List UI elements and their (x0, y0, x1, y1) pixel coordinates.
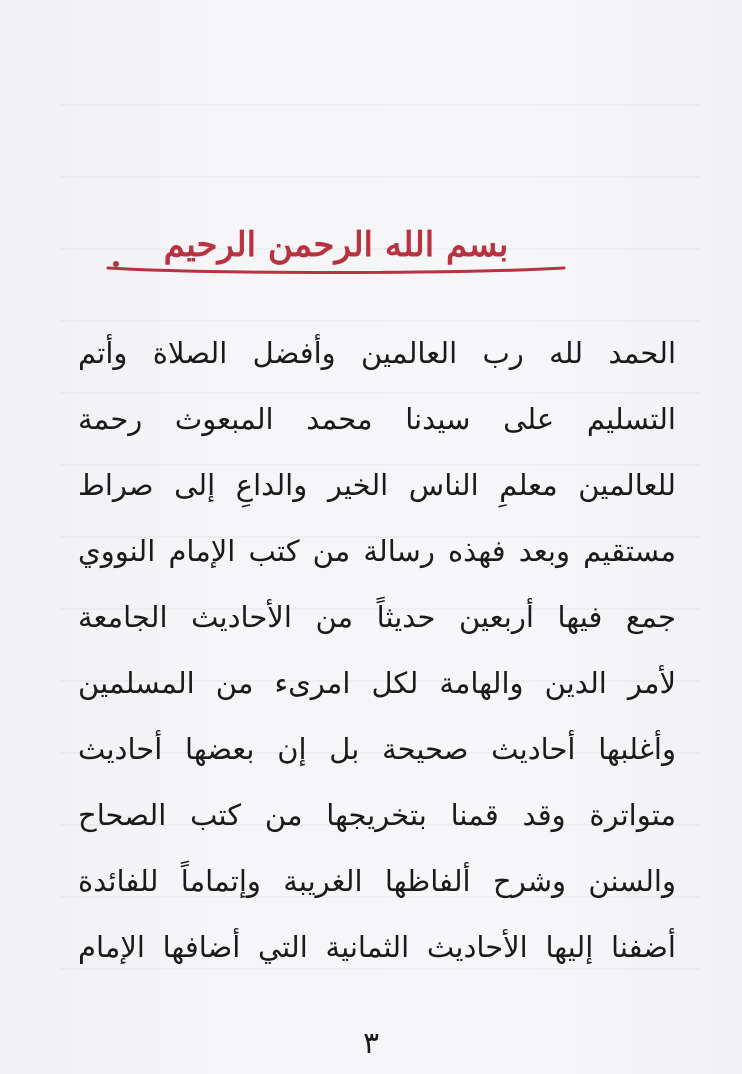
text-line: متواترة وقد قمنا بتخريجها من كتب الصحاح (78, 798, 676, 832)
text-line: التسليم على سيدنا محمد المبعوث رحمة (78, 402, 676, 436)
text-line: والسنن وشرح ألفاظها الغريبة وإتماماً للفائدة (78, 864, 676, 898)
basmala-dot (113, 261, 119, 267)
basmala-calligraphy (96, 214, 576, 284)
basmala-swash (108, 268, 564, 273)
basmala-text: بسم الله الرحمن الرحيم (163, 225, 509, 265)
text-line: الحمد لله رب العالمين وأفضل الصلاة وأتم (78, 336, 676, 370)
text-line: جمع فيها أربعين حديثاً من الأحاديث الجامعة (78, 600, 676, 634)
text-line: لأمر الدين والهامة لكل امرىء من المسلمين (78, 666, 676, 700)
page-number: ٣ (362, 1026, 380, 1061)
text-line: مستقيم وبعد فهذه رسالة من كتب الإمام النووي (78, 534, 676, 568)
body-text (78, 320, 676, 980)
text-line: أضفنا إليها الأحاديث الثمانية التي أضافها الإمام (78, 930, 676, 964)
basmala-heading (96, 214, 576, 284)
text-line: للعالمين معلمِ الناس الخير والداعِ إلى صراط (78, 468, 676, 502)
text-line: وأغلبها أحاديث صحيحة بل إن بعضها أحاديث (78, 732, 676, 766)
